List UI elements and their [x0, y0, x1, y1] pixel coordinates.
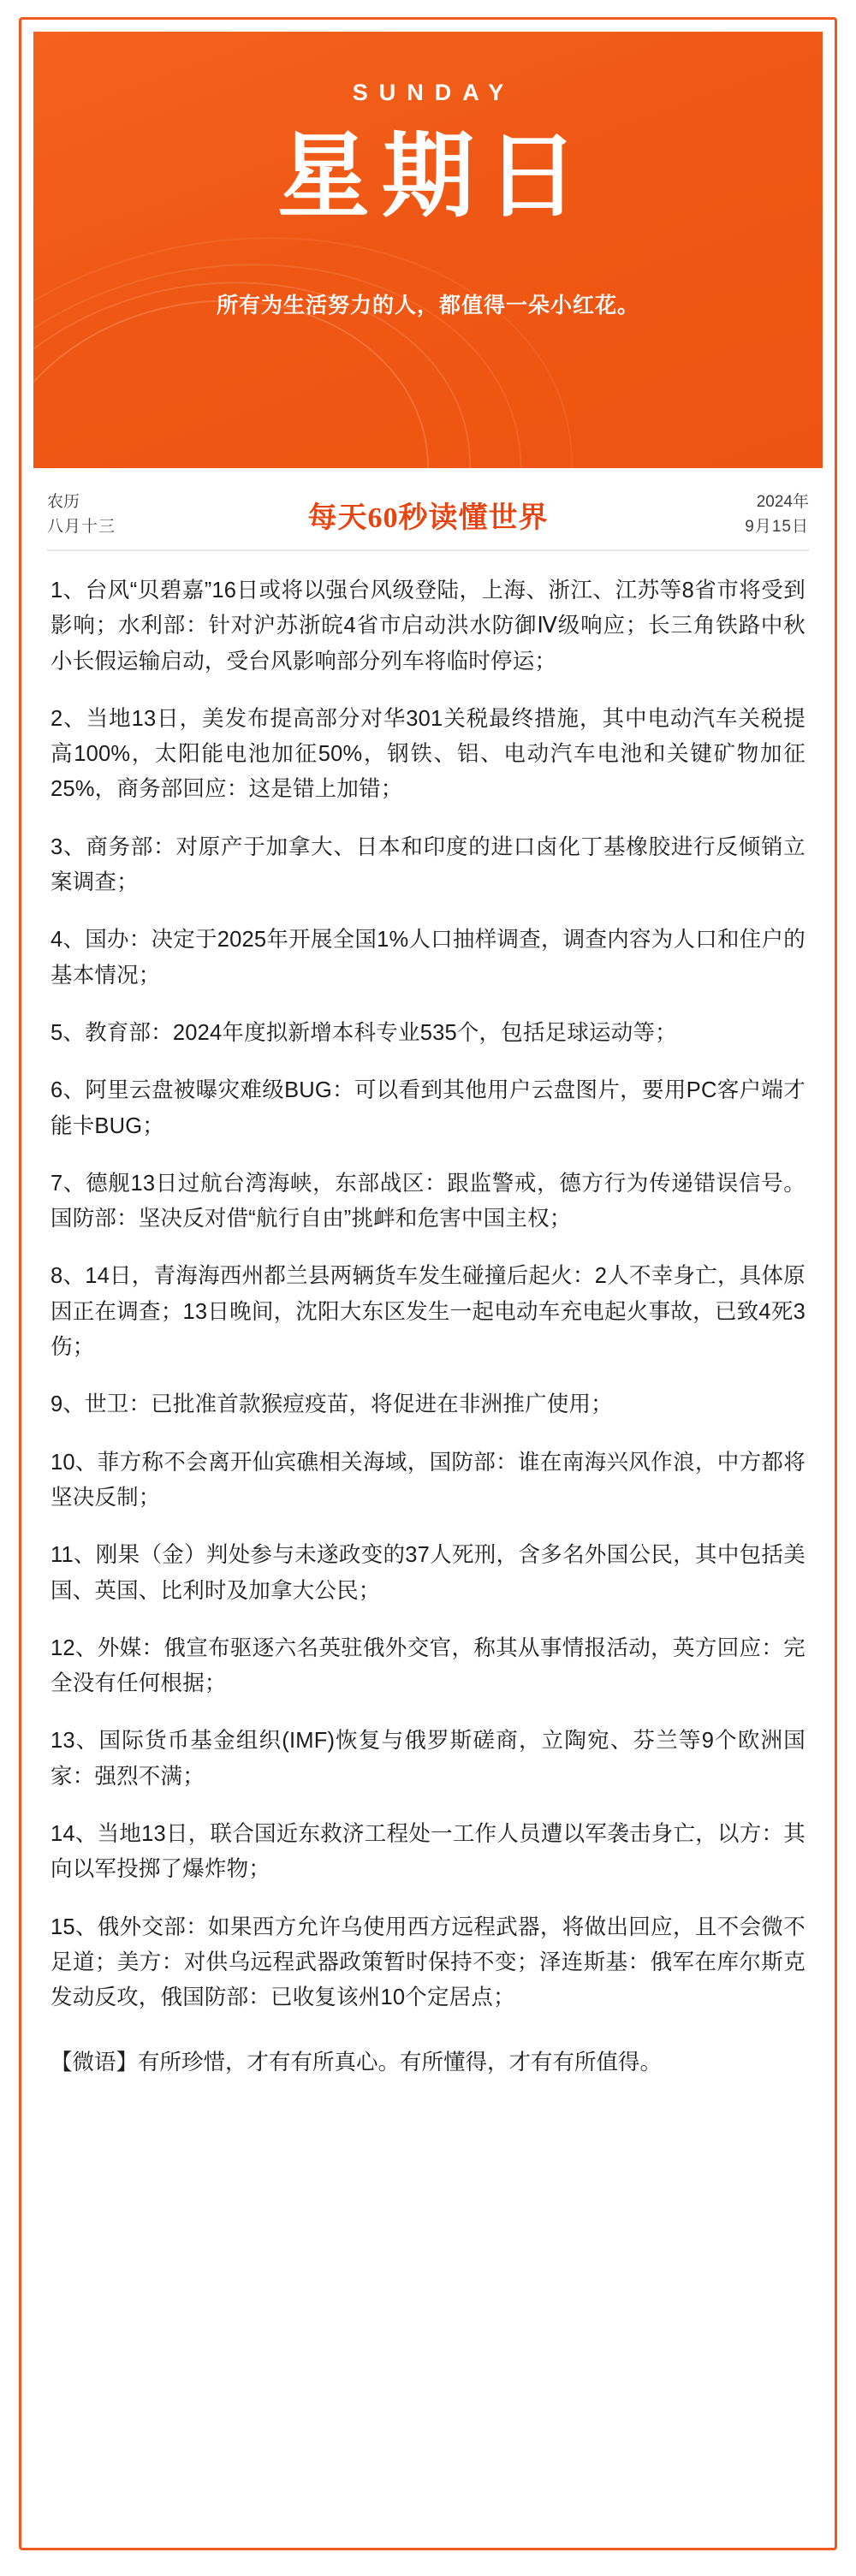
list-item: 9、世卫：已批准首款猴痘疫苗，将促进在非洲推广使用；	[51, 1392, 613, 1417]
meta-bar	[47, 490, 809, 551]
hero-banner	[33, 32, 823, 468]
date-label: 9月15日	[745, 517, 809, 536]
gregorian-date-block	[681, 490, 809, 539]
list-item: 7、德舰13日过航台湾海峡，东部战区：跟监警戒，德方行为传递错误信号。国防部：坚决反对借“航行自由”挑衅和危害中国主权；	[51, 1171, 805, 1232]
weekday-chinese: 星期日	[276, 127, 591, 229]
lunar-date: 八月十三	[47, 517, 116, 536]
list-item: 15、俄外交部：如果西方允许乌使用西方远程武器，将做出回应，且不会微不足道；美方：对供乌远程武器政策暂时保持不变；泽连斯基：俄军在库尔斯克发动反攻，俄国防部：已收复该州10个定居点；	[51, 1914, 805, 2010]
lunar-label: 农历	[47, 493, 80, 511]
list-item: 3、商务部：对原产于加拿大、日本和印度的进口卤化丁基橡胶进行反倾销立案调查；	[51, 834, 805, 895]
page-title: 每天60秒读懂世界	[307, 502, 549, 534]
hero-content	[33, 32, 823, 319]
list-item: 2、当地13日，美发布提高部分对华301关税最终措施，其中电动汽车关税提高100%，太阳能电池加征50%，钢铁、铝、电动汽车电池和关键矿物加征25%，商务部回应：这是错上加错；	[51, 706, 805, 802]
hero-slogan: 所有为生活努力的人，都值得一朵小红花。	[216, 294, 639, 318]
news-card	[19, 17, 837, 2550]
list-item: 10、菲方称不会离开仙宾礁相关海域，国防部：谁在南海兴风作浪，中方都将坚决反制；	[51, 1450, 805, 1510]
weekday-english: SUNDAY	[352, 80, 515, 105]
list-item: 14、当地13日，联合国近东救济工程处一工作人员遭以军袭击身亡，以方：其向以军投掷了爆炸物；	[51, 1822, 805, 1882]
year-label: 2024年	[756, 493, 809, 511]
list-item: 4、国办：决定于2025年开展全国1%人口抽样调查，调查内容为人口和住户的基本情况；	[51, 928, 805, 988]
list-item: 5、教育部：2024年度拟新增本科专业535个，包括足球运动等；	[51, 1020, 677, 1045]
list-item: 1、台风“贝碧嘉”16日或将以强台风级登陆，上海、浙江、江苏等8省市将受到影响；水利部：针对沪苏浙皖4省市启动洪水防御Ⅳ级响应；长三角铁路中秋小长假运输启动，受台风影响部分列车将临时停运；	[51, 579, 805, 674]
list-item: 12、外媒：俄宣布驱逐六名英驻俄外交官，称其从事情报活动，英方回应：完全没有任何根据；	[51, 1635, 805, 1696]
lunar-date-block	[47, 490, 175, 539]
list-item: 6、阿里云盘被曝灾难级BUG：可以看到其他用户云盘图片，要用PC客户端才能卡BUG；	[51, 1078, 805, 1138]
list-item: 11、刚果（金）判处参与未遂政变的37人死刑，含多名外国公民，其中包括美国、英国、比利时及加拿大公民；	[51, 1543, 805, 1603]
news-list	[51, 573, 805, 2016]
list-item: 13、国际货币基金组织(IMF)恢复与俄罗斯磋商，立陶宛、芬兰等9个欧洲国家：强烈不满；	[51, 1729, 805, 1789]
footer-note: 【微语】有所珍惜，才有有所真心。有所懂得，才有有所值得。	[51, 2050, 663, 2074]
list-item: 8、14日，青海海西州都兰县两辆货车发生碰撞后起火：2人不幸身亡，具体原因正在调查；13日晚间，沈阳大东区发生一起电动车充电起火事故，已致4死3伤；	[51, 1264, 805, 1360]
